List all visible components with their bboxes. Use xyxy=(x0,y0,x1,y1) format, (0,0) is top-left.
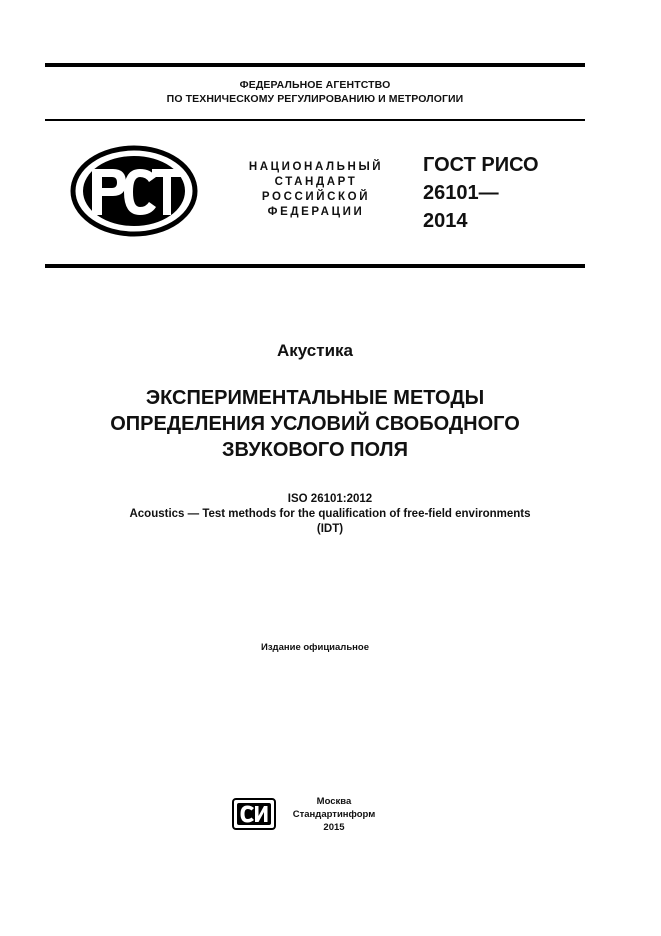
gost-line-3: 2014 xyxy=(423,210,468,232)
document-title xyxy=(45,385,585,463)
rst-emblem-icon xyxy=(70,145,198,237)
agency-line-2: ПО ТЕХНИЧЕСКОМУ РЕГУЛИРОВАНИЮ И МЕТРОЛОГИИ xyxy=(166,93,464,105)
iso-degree: (IDT) xyxy=(316,523,344,535)
edition-label: Издание официальное xyxy=(261,642,369,653)
publisher-city: Москва xyxy=(316,796,352,807)
iso-number: ISO 26101:2012 xyxy=(287,493,373,505)
national-line-4: ФЕДЕРАЦИИ xyxy=(267,206,365,218)
publisher-year: 2015 xyxy=(323,822,345,833)
national-standard-label xyxy=(228,160,404,220)
iso-title: Acoustics — Test methods for the qualification of free-field environments xyxy=(129,508,531,520)
gost-designation xyxy=(423,151,539,235)
publisher-name: Стандартинформ xyxy=(292,809,376,820)
header-rule xyxy=(45,119,585,121)
agency-header xyxy=(45,78,585,106)
gost-line-1: ГОСТ РИСО xyxy=(423,154,539,176)
title-line-2: ОПРЕДЕЛЕНИЯ УСЛОВИЙ СВОБОДНОГО xyxy=(110,413,520,435)
top-rule xyxy=(45,63,585,67)
national-line-1: НАЦИОНАЛЬНЫЙ xyxy=(248,161,384,173)
national-line-2: СТАНДАРТ xyxy=(274,176,358,188)
standard-rule xyxy=(45,264,585,268)
national-line-3: РОССИЙСКОЙ xyxy=(261,191,371,203)
title-line-3: ЗВУКОВОГО ПОЛЯ xyxy=(222,439,408,461)
iso-reference xyxy=(30,492,630,537)
publisher-info xyxy=(283,795,385,834)
gost-r-logo xyxy=(70,145,198,242)
agency-line-1: ФЕДЕРАЛЬНОЕ АГЕНТСТВО xyxy=(239,79,391,91)
gost-line-2: 26101— xyxy=(423,182,499,204)
standartinform-logo-icon xyxy=(232,798,276,830)
subject-heading: Акустика xyxy=(276,341,353,360)
title-line-1: ЭКСПЕРИМЕНТАЛЬНЫЕ МЕТОДЫ xyxy=(145,387,485,409)
publisher-logo xyxy=(232,798,276,835)
